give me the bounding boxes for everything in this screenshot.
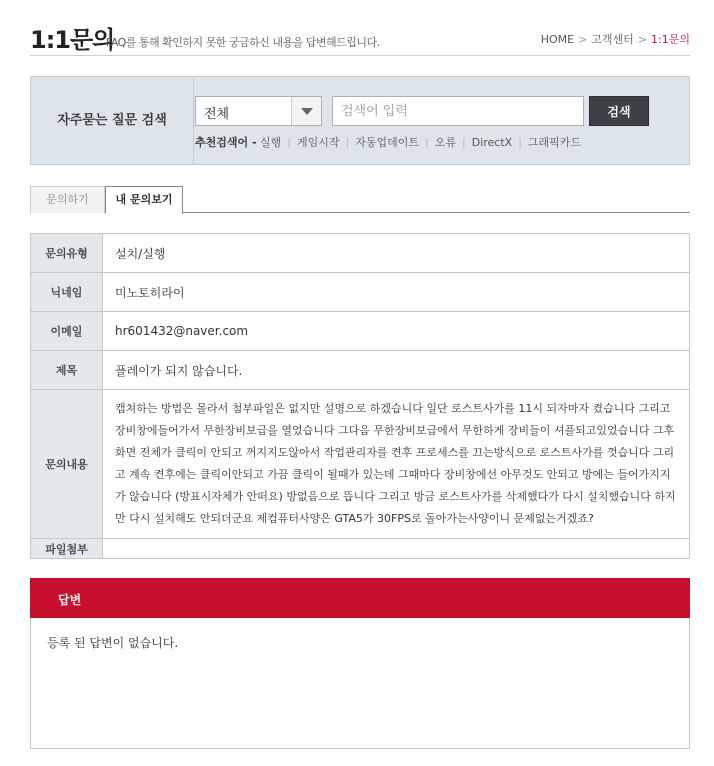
breadcrumb-home[interactable]: HOME <box>540 33 575 46</box>
divider: | <box>518 136 522 149</box>
inquiry-tabs <box>30 186 690 213</box>
divider: | <box>345 136 350 149</box>
keyword-link[interactable]: 게임시작 <box>297 136 340 149</box>
category-select-value: 전체 <box>204 107 230 122</box>
keyword-link[interactable]: DirectX <box>471 136 513 149</box>
nickname-value: 미노토히라이 <box>103 273 690 312</box>
inquiry-detail-table <box>30 233 690 559</box>
subject-label: 제목 <box>31 351 103 390</box>
recommended-keywords <box>195 134 581 150</box>
page-header <box>30 18 690 56</box>
faq-search-label: 자주묻는 질문 검색 <box>31 77 194 164</box>
tab-inquire[interactable]: 문의하기 <box>30 186 105 213</box>
keyword-link[interactable]: 그래픽카드 <box>527 136 582 149</box>
chevron-down-icon[interactable] <box>291 97 321 125</box>
content-value: 캡쳐하는 방법은 몰라서 첨부파일은 없지만 설명으로 하겠습니다 일단 로스트사가를 11시 되자마자 켰습니다 그리고 장비창에들어가서 무한장비보급을 열었습니다 그다음 무한장비보급에서 무한하게 장비들이 셔플되고있었습니다 그후 화면 전체가 클릭이 안되고 꺼지지도않아서 작업관리자를 켠후 프로세스를 끄는방식으로 로스트사가를 껏습니다 그리고 계속 켠후에는 클릭이안되고 가끔 클릭이 될때가 있는데 그때마다 장비창에선 아무것도 안되고 방에는 들어가지지가 않습니다 (방표시자체가 안떠요) 방없음으로 뜹니다 그리고 방금 로스트사가를 삭제했다가 다시 설치했습니다 하지만 다시 설치해도 안되더군요 제컴퓨터사양은 GTA5가 30FPS로 돌아가는사양이니 문제없는거겠죠? <box>103 390 690 539</box>
divider: | <box>287 136 292 149</box>
table-row <box>31 390 690 539</box>
content-label: 문의내용 <box>31 390 103 539</box>
answer-header <box>30 578 690 618</box>
answer-title: 답변 <box>58 593 82 607</box>
keyword-link[interactable]: 자동업데이트 <box>355 136 420 149</box>
answer-text: 등록 된 답변이 없습니다. <box>47 636 179 650</box>
page-description: FAQ를 통해 확인하지 못한 궁금하신 내용을 답변해드립니다. <box>106 36 380 49</box>
answer-body <box>30 618 690 749</box>
table-row <box>31 234 690 273</box>
chevron-right-icon: > <box>637 33 648 46</box>
table-row <box>31 351 690 390</box>
type-value: 설치/실행 <box>103 234 690 273</box>
file-label: 파일첨부 <box>31 539 103 559</box>
breadcrumb-current[interactable]: 1:1문의 <box>651 33 690 46</box>
chevron-right-icon: > <box>578 33 588 46</box>
recommended-label: 추천검색어 - <box>195 136 257 149</box>
type-label: 문의유형 <box>31 234 103 273</box>
search-input[interactable] <box>332 96 584 126</box>
table-row <box>31 539 690 559</box>
table-row <box>31 312 690 351</box>
breadcrumb-customer-center[interactable]: 고객센터 <box>591 33 634 46</box>
file-value <box>103 539 690 559</box>
faq-search-box <box>30 76 690 165</box>
subject-value: 플레이가 되지 않습니다. <box>103 351 690 390</box>
search-button[interactable]: 검색 <box>589 96 649 126</box>
divider: | <box>425 136 429 149</box>
email-value: hr601432@naver.com <box>103 312 690 351</box>
tab-my-inquiry[interactable]: 내 문의보기 <box>105 186 183 214</box>
divider: | <box>462 136 466 149</box>
nickname-label: 닉네임 <box>31 273 103 312</box>
keyword-link[interactable]: 실행 <box>260 136 282 149</box>
category-select[interactable] <box>195 96 322 126</box>
email-label: 이메일 <box>31 312 103 351</box>
breadcrumb <box>541 31 690 47</box>
page-title: 1:1문의 <box>30 26 115 54</box>
keyword-link[interactable]: 오류 <box>434 136 456 149</box>
table-row <box>31 273 690 312</box>
